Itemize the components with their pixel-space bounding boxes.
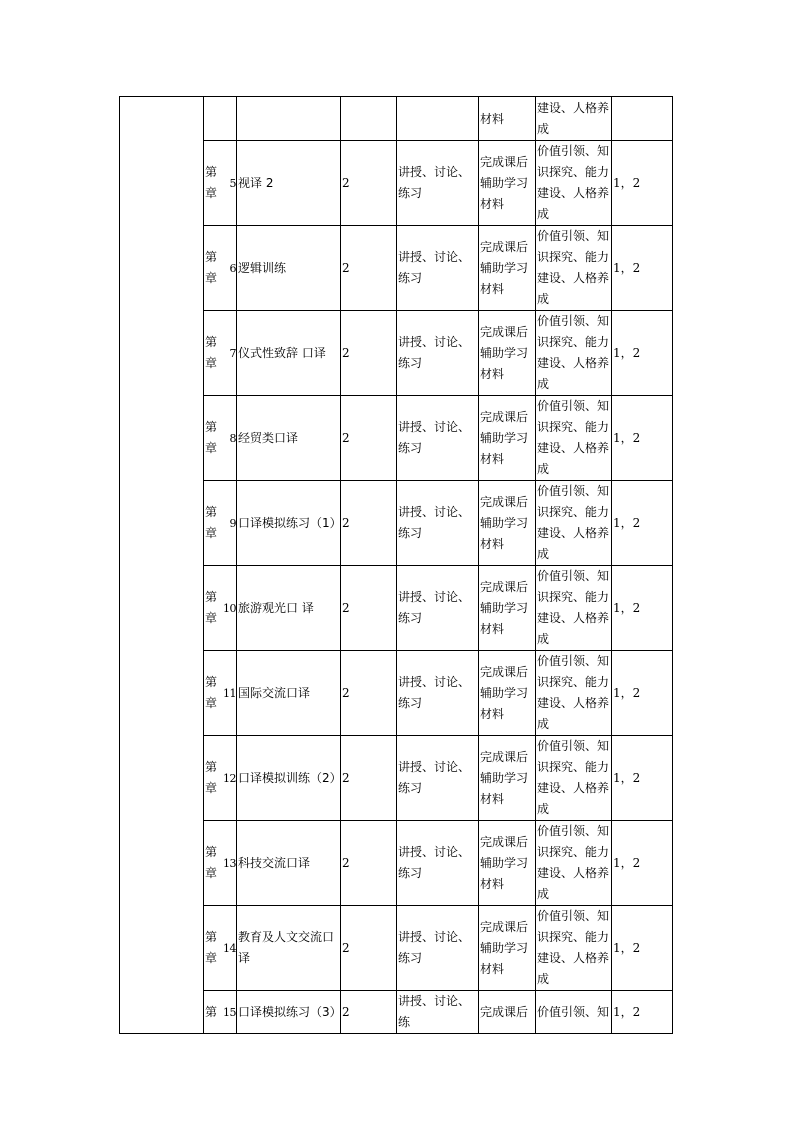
target-value: 1，2 [613,175,641,190]
title-cell [237,226,341,311]
chapter-number: 12 [223,771,236,785]
chapter-number: 9 [229,516,236,530]
chapter-title: 科技交流口译 [238,855,311,870]
chapter-title: 旅游观光口 译 [238,600,314,615]
goal-text: 价值引领、知识探究、能力建设、人格养成 [537,824,610,901]
chapter-cell [204,97,237,141]
title-cell [237,651,341,736]
teaching-method: 讲授、讨论、练习 [398,845,471,880]
teaching-method-cell [397,481,479,566]
teaching-method: 讲授、讨论、练习 [398,250,471,285]
target-cell [612,396,673,481]
chapter-cell [204,906,237,991]
target-value: 1，2 [613,770,641,785]
goal-cell [536,141,612,226]
goal-cell [536,226,612,311]
hours-value: 2 [342,175,350,190]
teaching-method-cell [397,821,479,906]
assignment-cell [479,141,536,226]
assignment-text: 完成课后辅助学习材料 [480,579,529,636]
hours-value: 2 [342,430,350,445]
goal-cell [536,481,612,566]
chapter-title: 口译模拟练习（1） [238,515,342,530]
teaching-method: 讲授、讨论、练习 [398,505,471,540]
hours-cell [341,906,397,991]
teaching-method: 讲授、讨论、练习 [398,335,471,370]
target-cell [612,226,673,311]
chapter-title: 仪式性致辞 口译 [238,345,326,360]
teaching-method-cell [397,906,479,991]
assignment-cell [479,906,536,991]
chapter-suffix: 章 [205,526,218,540]
target-value: 1，2 [613,1004,641,1019]
assignment-text: 完成课后辅助学习材料 [480,664,529,721]
chapter-title: 国际交流口译 [238,685,311,700]
goal-cell [536,97,612,141]
chapter-title: 经贸类口译 [238,430,299,445]
assignment-cell [479,821,536,906]
chapter-prefix: 第 [205,1004,218,1019]
target-value: 1，2 [613,260,641,275]
title-cell [237,906,341,991]
chapter-title: 口译模拟练习（3） [238,1004,342,1019]
target-cell [612,821,673,906]
goal-text: 价值引领、知识探究、能力建设、人格养成 [537,654,610,731]
assignment-cell [479,226,536,311]
target-value: 1，2 [613,685,641,700]
assignment-text: 材料 [480,111,505,126]
teaching-method-cell [397,97,479,141]
title-cell [237,736,341,821]
title-cell [237,396,341,481]
chapter-prefix: 第 [205,675,218,689]
teaching-method: 讲授、讨论、练习 [398,930,471,965]
title-cell [237,481,341,566]
goal-cell [536,651,612,736]
target-cell [612,991,673,1034]
hours-value: 2 [342,1004,350,1019]
chapter-number: 7 [229,346,236,360]
assignment-text: 完成课后辅助学习材料 [480,154,529,211]
target-value: 1，2 [613,430,641,445]
teaching-method-cell [397,991,479,1034]
teaching-method-cell [397,311,479,396]
chapter-number: 6 [229,261,236,275]
target-cell [612,311,673,396]
table-row [120,97,673,141]
goal-text: 价值引领、知识探究、能力建设、人格养成 [537,739,610,816]
chapter-number: 11 [223,686,236,700]
chapter-suffix: 章 [205,611,218,625]
title-cell [237,991,341,1034]
assignment-cell [479,97,536,141]
goal-text: 价值引领、知识探究、能力建设、人格养成 [537,399,610,476]
hours-value: 2 [342,940,350,955]
goal-text: 价值引领、知识探究、能力建设、人格养成 [537,229,610,306]
hours-cell [341,481,397,566]
chapter-number: 8 [229,431,236,445]
hours-cell [341,311,397,396]
assignment-cell [479,396,536,481]
assignment-text: 完成课后辅助学习材料 [480,919,529,976]
goal-text: 价值引领、知识探究、能力建设、人格养成 [537,314,610,391]
hours-cell [341,226,397,311]
goal-cell [536,991,612,1034]
assignment-text: 完成课后辅助学习材料 [480,749,529,806]
teaching-method: 讲授、讨论、练习 [398,590,471,625]
chapter-title: 逻辑训练 [238,260,287,275]
target-value: 1，2 [613,515,641,530]
target-cell [612,481,673,566]
chapter-title: 口译模拟训练（2） [238,770,342,785]
chapter-prefix: 第 [205,505,218,519]
assignment-text: 完成课后 [480,1004,529,1019]
target-value: 1，2 [613,600,641,615]
teaching-method-cell [397,566,479,651]
title-cell [237,821,341,906]
hours-cell [341,736,397,821]
chapter-cell [204,311,237,396]
hours-value: 2 [342,685,350,700]
teaching-method: 讲授、讨论、练 [398,994,471,1029]
chapter-suffix: 章 [205,186,218,200]
teaching-method-cell [397,226,479,311]
teaching-method-cell [397,736,479,821]
assignment-cell [479,651,536,736]
target-cell [612,141,673,226]
chapter-cell [204,821,237,906]
target-cell [612,906,673,991]
goal-text: 建设、人格养成 [537,101,610,136]
chapter-suffix: 章 [205,866,218,880]
chapter-prefix: 第 [205,590,218,604]
hours-cell [341,566,397,651]
chapter-prefix: 第 [205,760,218,774]
chapter-number: 5 [229,176,236,190]
chapter-title: 教育及人文交流口译 [238,930,335,965]
hours-cell [341,821,397,906]
assignment-cell [479,566,536,651]
assignment-cell [479,311,536,396]
goal-cell [536,396,612,481]
merged-left-cell [120,97,204,1034]
title-cell [237,566,341,651]
teaching-method: 讲授、讨论、练习 [398,675,471,710]
goal-cell [536,311,612,396]
teaching-method-cell [397,651,479,736]
goal-text: 价值引领、知 [537,1004,610,1019]
target-cell [612,736,673,821]
teaching-method: 讲授、讨论、练习 [398,420,471,455]
chapter-cell [204,566,237,651]
goal-cell [536,566,612,651]
assignment-text: 完成课后辅助学习材料 [480,494,529,551]
chapter-cell [204,226,237,311]
chapter-prefix: 第 [205,165,218,179]
course-schedule-table [119,96,673,1034]
teaching-method: 讲授、讨论、练习 [398,760,471,795]
teaching-method-cell [397,141,479,226]
title-cell [237,141,341,226]
chapter-suffix: 章 [205,696,218,710]
hours-value: 2 [342,855,350,870]
chapter-suffix: 章 [205,781,218,795]
chapter-prefix: 第 [205,420,218,434]
chapter-cell [204,991,237,1034]
hours-value: 2 [342,260,350,275]
chapter-number: 15 [223,1005,236,1019]
chapter-suffix: 章 [205,271,218,285]
hours-cell [341,651,397,736]
target-cell [612,97,673,141]
goal-text: 价值引领、知识探究、能力建设、人格养成 [537,569,610,646]
chapter-number: 14 [223,941,236,955]
chapter-cell [204,736,237,821]
chapter-number: 10 [223,601,236,615]
hours-value: 2 [342,600,350,615]
teaching-method: 讲授、讨论、练习 [398,165,471,200]
assignment-text: 完成课后辅助学习材料 [480,239,529,296]
hours-cell [341,97,397,141]
chapter-prefix: 第 [205,845,218,859]
assignment-text: 完成课后辅助学习材料 [480,324,529,381]
assignment-text: 完成课后辅助学习材料 [480,834,529,891]
assignment-cell [479,736,536,821]
target-value: 1，2 [613,940,641,955]
assignment-cell [479,481,536,566]
assignment-text: 完成课后辅助学习材料 [480,409,529,466]
goal-text: 价值引领、知识探究、能力建设、人格养成 [537,484,610,561]
goal-cell [536,906,612,991]
chapter-number: 13 [223,856,236,870]
chapter-cell [204,141,237,226]
hours-cell [341,396,397,481]
goal-text: 价值引领、知识探究、能力建设、人格养成 [537,909,610,986]
goal-text: 价值引领、知识探究、能力建设、人格养成 [537,144,610,221]
chapter-prefix: 第 [205,335,218,349]
chapter-prefix: 第 [205,930,218,944]
teaching-method-cell [397,396,479,481]
chapter-suffix: 章 [205,356,218,370]
hours-value: 2 [342,345,350,360]
hours-cell [341,991,397,1034]
chapter-cell [204,481,237,566]
hours-value: 2 [342,515,350,530]
title-cell [237,97,341,141]
target-value: 1，2 [613,855,641,870]
title-cell [237,311,341,396]
chapter-suffix: 章 [205,441,218,455]
hours-cell [341,141,397,226]
goal-cell [536,821,612,906]
chapter-cell [204,651,237,736]
target-value: 1，2 [613,345,641,360]
target-cell [612,651,673,736]
chapter-suffix: 章 [205,951,218,965]
assignment-cell [479,991,536,1034]
hours-value: 2 [342,770,350,785]
chapter-prefix: 第 [205,250,218,264]
chapter-cell [204,396,237,481]
goal-cell [536,736,612,821]
target-cell [612,566,673,651]
chapter-title: 视译 2 [238,175,274,190]
